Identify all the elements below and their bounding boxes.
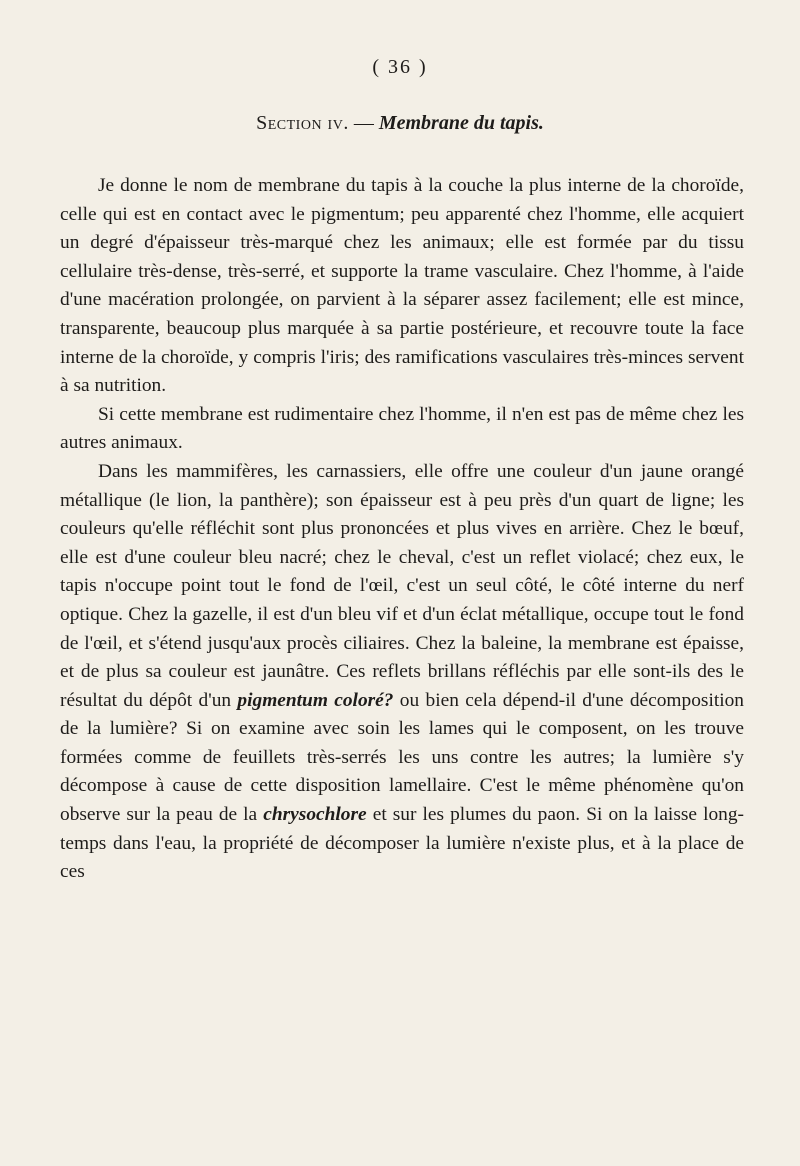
section-dash: — [348,112,379,134]
paragraph-text: Dans les mammifères, les carnassiers, elle offre une couleur d'un jaune orangé métallique (le lion, la panthère); son épaisseur est à peu près d'un quart de ligne; les couleurs qu'elle réfléchit sont plus prononcées et plus vives en arrière. Chez le bœuf, elle est d'une couleur bleu nacré; chez le cheval, c'est un reflet violacé; chez eux, le tapis n'occupe point tout le fond de l'œil, c'est un seul côté, le côté interne du nerf optique. Chez la gazelle, il est d'un bleu vif et d'un éclat métallique, occupe tout le fond de l'œil, et s'étend jusqu'aux procès ciliaires. Chez la baleine, la membrane est épaisse, et de plus sa couleur est jaunâtre. Ces reflets brillans réfléchis par elle sont-ils des le résultat du dépôt d'un [60,460,744,711]
body-text [60,172,744,887]
section-label: Section iv. [256,112,349,134]
paragraph-2 [60,401,744,458]
section-heading [0,112,800,135]
italic-term-pigmentum: pigmentum coloré? [237,689,394,711]
paragraph-text: ou bien cela dépend-il d'une décomposition de la lumière? Si on examine avec soin les lames qui le composent, on les trouve formées comme de feuillets très-serrés les uns contre les autres; la lumière s'y décompose à cause de cette disposition lamellaire. C'est le même phénomène qu'on observe sur la peau de la [60,689,744,826]
paragraph-1 [60,172,744,401]
paragraph-text: Si cette membrane est rudimentaire chez l'homme, il n'en est pas de même chez les autres animaux. [60,403,744,454]
page-number: ( 36 ) [372,56,428,78]
section-title: Membrane du tapis. [378,112,544,134]
italic-term-chrysochlore: chrysochlore [263,804,367,826]
paragraph-text: et sur les plumes du paon. Si on la laisse long-temps dans l'eau, la propriété de décomposer la lumière n'existe plus, et à la place de ces [60,804,744,883]
paragraph-3 [60,458,744,887]
paragraph-text: Je donne le nom de membrane du tapis à la couche la plus interne de la choroïde, celle qui est en contact avec le pigmentum; peu apparenté chez l'homme, elle acquiert un degré d'épaisseur très-marqué chez les animaux; elle est formée par du tissu cellulaire très-dense, très-serré, et supporte la trame vasculaire. Chez l'homme, à l'aide d'une macération prolongée, on parvient à la séparer assez facilement; elle est mince, transparente, beaucoup plus marquée à sa partie postérieure, et recouvre toute la face interne de la choroïde, y compris l'iris; des ramifications vasculaires très-minces servent à sa nutrition. [60,175,744,397]
